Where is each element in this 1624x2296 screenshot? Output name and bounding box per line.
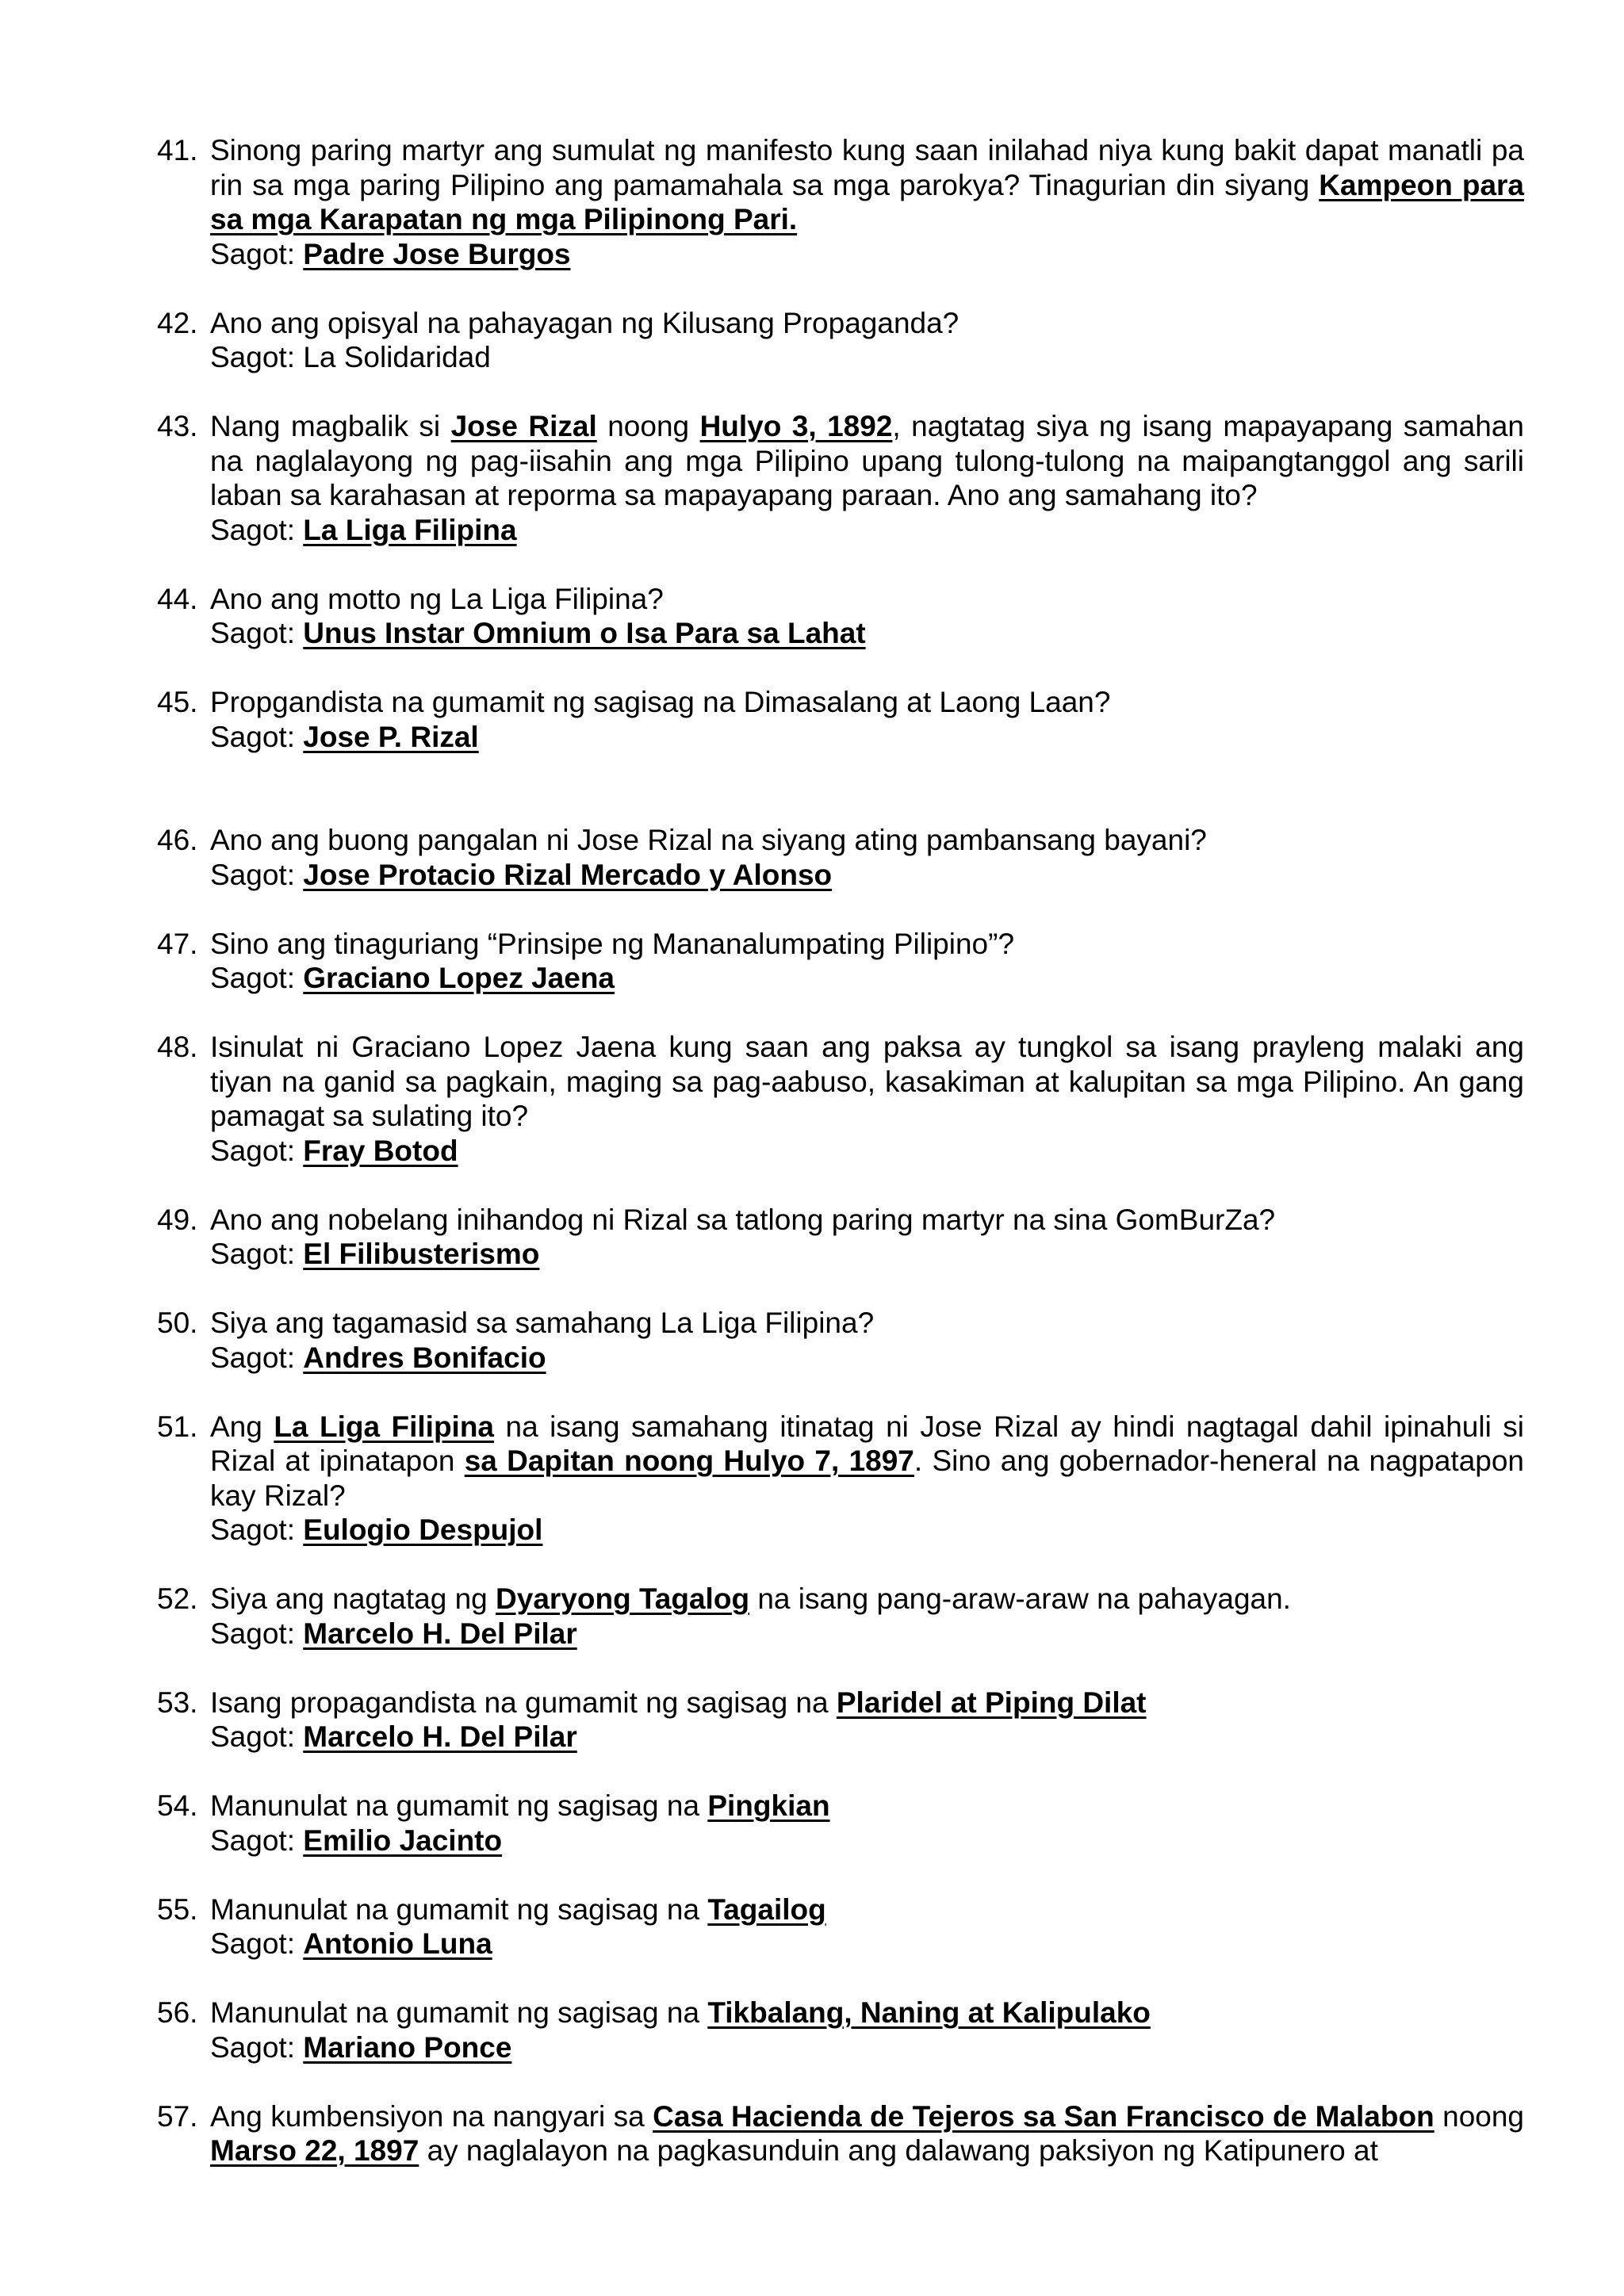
question-number: 44. (157, 582, 198, 615)
answer-line (210, 237, 1524, 272)
answer-label: Sagot: (210, 1134, 295, 1167)
question-number: 51. (157, 1410, 198, 1443)
question-number: 52. (157, 1582, 198, 1615)
spacer (0, 1961, 1624, 1996)
question-text-segment: Manunulat na gumamit ng sagisag na (210, 1789, 708, 1822)
question-number: 41. (157, 134, 198, 166)
question-text-segment: Nang magbalik si (210, 410, 451, 442)
answer-label: Sagot: (210, 858, 295, 891)
answer-label: Sagot: (210, 2030, 295, 2064)
answer-label: Sagot: (210, 1823, 295, 1857)
answer-line (210, 1237, 1524, 1272)
answer-value: Emilio Jacinto (303, 1823, 503, 1857)
question-text-segment: na isang pang-araw-araw na pahayagan. (749, 1582, 1291, 1615)
question-item (0, 1410, 1524, 1548)
question-text-segment: . Sino ang gobernador-heneral na nagpatapon kay Rizal? (210, 1445, 1524, 1512)
question-number: 56. (157, 1996, 198, 2029)
emphasized-text: Plaridel at Piping Dilat (836, 1686, 1147, 1719)
question-text (210, 1892, 1524, 1927)
spacer (0, 651, 1624, 686)
answer-label: Sagot: (210, 513, 295, 546)
question-item (0, 1996, 1524, 2064)
question-text-segment: Ano ang nobelang inihandog ni Rizal sa tatlong paring martyr na sina GomBurZa? (210, 1203, 1276, 1236)
answer-label: Sagot: (210, 720, 295, 753)
question-number: 53. (157, 1686, 198, 1719)
answer-value: Unus Instar Omnium o Isa Para sa Lahat (303, 617, 866, 649)
question-number: 45. (157, 686, 198, 718)
question-text-segment: Isinulat ni Graciano Lopez Jaena kung saan ang paksa ay tungkol sa isang prayleng malaki ang tiyan na ganid sa pagkain, maging sa pag-aabuso, kasakiman at kalupitan sa mga Pilipino. An gang pamagat sa sulating ito? (210, 1031, 1524, 1132)
emphasized-text: Marso 22, 1897 (210, 2134, 419, 2167)
answer-value: Padre Jose Burgos (303, 237, 571, 270)
question-text (210, 1686, 1524, 1720)
question-text (210, 1996, 1524, 2030)
spacer (0, 1651, 1624, 1686)
question-number: 48. (157, 1031, 198, 1063)
question-text (210, 2099, 1524, 2168)
question-text (210, 823, 1524, 858)
question-text (210, 409, 1524, 513)
question-list (0, 133, 1624, 2168)
spacer (0, 2064, 1624, 2099)
question-number: 57. (157, 2099, 198, 2133)
question-text-segment: noong (1434, 2099, 1525, 2133)
answer-label: Sagot: (210, 1238, 295, 1270)
emphasized-text: Pingkian (707, 1789, 830, 1822)
answer-label: Sagot: (210, 341, 295, 373)
question-item (0, 1203, 1524, 1272)
emphasized-text: Dyaryong Tagalog (496, 1582, 750, 1615)
spacer (0, 1168, 1624, 1203)
question-number: 47. (157, 927, 198, 960)
emphasized-text: Kampeon para sa mga Karapatan ng mga Pilipinong Pari. (210, 168, 1524, 235)
answer-line (210, 1134, 1524, 1169)
answer-line (210, 513, 1524, 548)
question-text-segment: Ano ang opisyal na pahayagan ng Kilusang Propaganda? (210, 306, 959, 339)
question-text (210, 582, 1524, 617)
question-number: 42. (157, 306, 198, 339)
question-item (0, 2099, 1524, 2168)
answer-value: Eulogio Despujol (303, 1513, 543, 1546)
spacer (0, 892, 1624, 927)
question-item (0, 1892, 1524, 1961)
question-text-segment: noong (596, 410, 700, 442)
spacer (0, 1272, 1624, 1307)
answer-line (210, 1341, 1524, 1376)
question-number: 49. (157, 1203, 198, 1236)
question-item (0, 1686, 1524, 1755)
answer-value: Mariano Ponce (303, 2030, 512, 2064)
question-text-segment: Sino ang tinaguriang “Prinsipe ng Mananalumpating Pilipino”? (210, 927, 1015, 960)
question-text (210, 685, 1524, 720)
emphasized-text: Jose Rizal (450, 410, 597, 442)
question-text-segment: , nagtatag siya ng isang mapayapang samahan na naglalayong ng pag-iisahin ang mga Pilipino upang tulong-tulong na maipangtanggol ang sarili laban sa karahasan at reporma sa mapayapang paraan. Ano ang samahang ito? (210, 410, 1524, 511)
question-item (0, 685, 1524, 754)
question-text (210, 306, 1524, 341)
question-text-segment: Manunulat na gumamit ng sagisag na (210, 1996, 708, 2029)
question-text (210, 1306, 1524, 1341)
question-item (0, 306, 1524, 375)
answer-line (210, 340, 1524, 375)
answer-value: Andres Bonifacio (303, 1341, 546, 1374)
answer-label: Sagot: (210, 1513, 295, 1546)
question-text (210, 1410, 1524, 1513)
emphasized-text: Tikbalang, Naning at Kalipulako (707, 1996, 1151, 2029)
question-text-segment: Manunulat na gumamit ng sagisag na (210, 1892, 708, 1926)
question-item (0, 133, 1524, 271)
question-text-segment: ay naglalayon na pagkasunduin ang dalawang paksiyon ng Katipunero at (419, 2134, 1378, 2167)
emphasized-text: sa Dapitan noong Hulyo 7, 1897 (464, 1445, 914, 1477)
question-item (0, 823, 1524, 892)
question-text-segment: Ano ang buong pangalan ni Jose Rizal na siyang ating pambansang bayani? (210, 824, 1207, 856)
answer-label: Sagot: (210, 1341, 295, 1374)
answer-line (210, 1927, 1524, 1961)
answer-value: La Solidaridad (303, 341, 491, 373)
answer-line (210, 720, 1524, 755)
answer-value: Jose Protacio Rizal Mercado y Alonso (303, 858, 833, 891)
answer-label: Sagot: (210, 1927, 295, 1960)
emphasized-text: La Liga Filipina (274, 1410, 495, 1443)
spacer (0, 1548, 1624, 1582)
spacer (0, 996, 1624, 1031)
answer-value: Antonio Luna (303, 1927, 492, 1960)
question-text-segment: Siya ang tagamasid sa samahang La Liga Filipina? (210, 1307, 875, 1339)
question-number: 43. (157, 410, 198, 442)
answer-line (210, 1823, 1524, 1858)
answer-value: Marcelo H. Del Pilar (303, 1720, 577, 1753)
spacer (0, 547, 1624, 582)
question-number: 54. (157, 1789, 198, 1822)
spacer (0, 271, 1624, 306)
answer-line (210, 1513, 1524, 1548)
question-text-segment: Siya ang nagtatag ng (210, 1582, 496, 1615)
answer-value: Marcelo H. Del Pilar (303, 1617, 577, 1650)
question-item (0, 582, 1524, 651)
question-text-segment: na isang samahang itinatag ni Jose Rizal ay hindi nagtagal dahil ipinahuli si Rizal at ipinatapon (210, 1410, 1524, 1477)
spacer (0, 375, 1624, 410)
question-text (210, 1582, 1524, 1617)
answer-value: La Liga Filipina (303, 513, 517, 546)
answer-line (210, 858, 1524, 893)
answer-label: Sagot: (210, 617, 295, 649)
question-item (0, 927, 1524, 996)
question-text-segment: Ano ang motto ng La Liga Filipina? (210, 582, 664, 615)
question-text-segment: Isang propagandista na gumamit ng sagisag na (210, 1686, 837, 1719)
question-text (210, 1789, 1524, 1823)
question-text (210, 927, 1524, 962)
question-text-segment: Sinong paring martyr ang sumulat ng manifesto kung saan inilahad niya kung bakit dapat manatli pa rin sa mga paring Pilipino ang pamamahala sa mga parokya? Tinagurian din siyang (210, 134, 1524, 201)
answer-line (210, 616, 1524, 651)
question-item (0, 1030, 1524, 1168)
question-number: 46. (157, 824, 198, 856)
question-number: 55. (157, 1892, 198, 1926)
spacer (0, 1755, 1624, 1789)
emphasized-text: Tagailog (707, 1892, 826, 1926)
question-item (0, 1789, 1524, 1858)
emphasized-text: Hulyo 3, 1892 (699, 410, 893, 442)
question-item (0, 1306, 1524, 1375)
question-item (0, 1582, 1524, 1651)
answer-label: Sagot: (210, 1617, 295, 1650)
question-text (210, 1203, 1524, 1238)
answer-line (210, 1617, 1524, 1651)
question-text-segment: Ang (210, 1410, 274, 1443)
question-text (210, 1030, 1524, 1134)
question-text (210, 133, 1524, 237)
answer-line (210, 961, 1524, 996)
spacer (0, 1858, 1624, 1892)
answer-value: El Filibusterismo (303, 1238, 540, 1270)
answer-label: Sagot: (210, 1720, 295, 1753)
answer-label: Sagot: (210, 237, 295, 270)
question-text-segment: Ang kumbensiyon na nangyari sa (210, 2099, 653, 2133)
question-item (0, 409, 1524, 547)
question-text-segment: Propgandista na gumamit ng sagisag na Dimasalang at Laong Laan? (210, 686, 1111, 718)
answer-value: Jose P. Rizal (303, 720, 479, 753)
spacer (0, 1375, 1624, 1410)
emphasized-text: Casa Hacienda de Tejeros sa San Francisco de Malabon (653, 2099, 1434, 2133)
spacer (0, 754, 1624, 823)
answer-line (210, 2030, 1524, 2065)
answer-value: Graciano Lopez Jaena (303, 962, 615, 994)
answer-label: Sagot: (210, 962, 295, 994)
question-number: 50. (157, 1307, 198, 1339)
answer-value: Fray Botod (303, 1134, 458, 1167)
answer-line (210, 1720, 1524, 1755)
